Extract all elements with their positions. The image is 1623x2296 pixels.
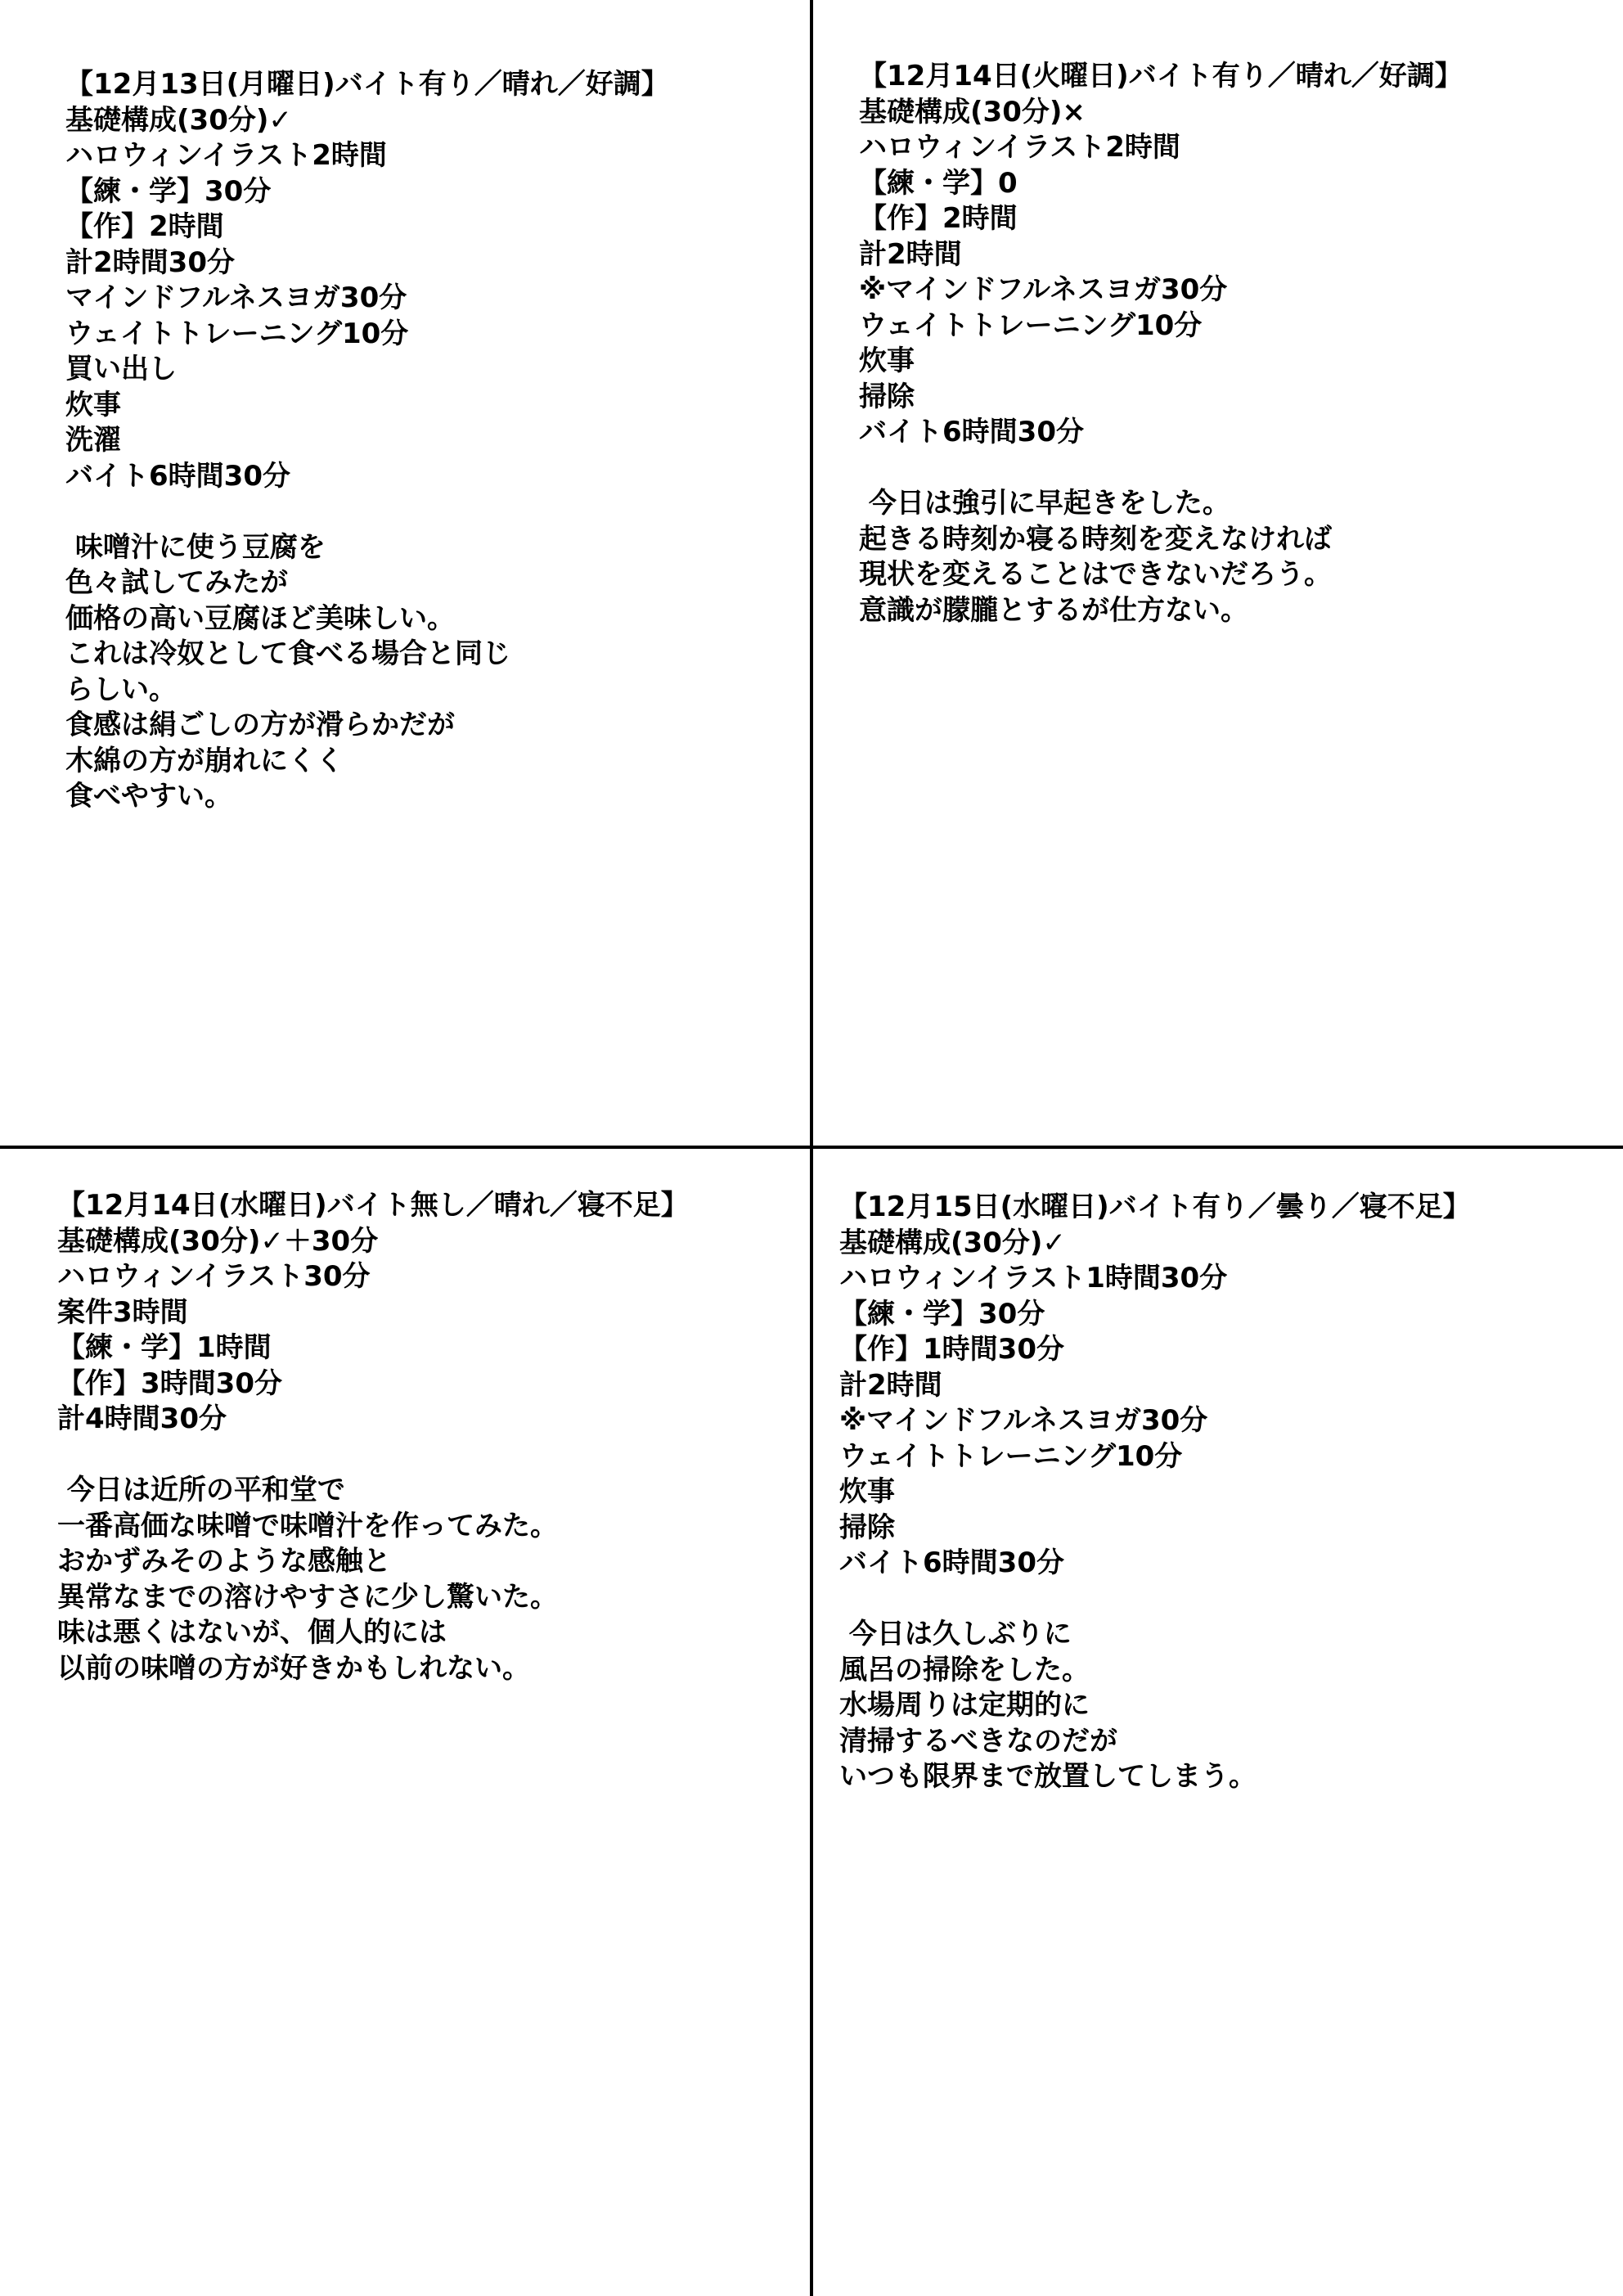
note-line: いつも限界まで放置してしまう。 (839, 1760, 1257, 1793)
log-line: 基礎構成(30分)✓ (65, 103, 292, 137)
log-line: 【作】3時間30分 (57, 1366, 282, 1400)
note-line: 水場周りは定期的に (839, 1689, 1090, 1722)
log-line: ハロウィンイラスト2時間 (859, 131, 1180, 164)
log-line: 炊事 (839, 1475, 895, 1508)
note-line: これは冷奴として食べる場合と同じ (65, 637, 510, 670)
panel-header: 【12月15日(水曜日)バイト有り／曇り／寝不足】 (839, 1191, 1471, 1223)
log-line: ウェイトトレーニング10分 (65, 317, 409, 350)
blank-line (65, 494, 802, 530)
note-line: らしい。 (65, 673, 177, 706)
note-line: おかずみそのような感触と (57, 1545, 391, 1578)
note-line: 意識が朦朧とするが仕方ない。 (859, 593, 1248, 627)
log-line: ハロウィンイラスト30分 (57, 1260, 371, 1293)
log-line: 【作】2時間 (65, 210, 224, 243)
log-line: 買い出し (65, 353, 177, 385)
note-line: 味噌汁に使う豆腐を (65, 530, 326, 564)
note-line: 以前の味噌の方が好きかもしれない。 (57, 1651, 530, 1685)
note-line: 食感は絹ごしの方が滑らかだが (65, 709, 455, 741)
log-line: 計2時間 (859, 237, 962, 271)
log-line: 基礎構成(30分)× (859, 95, 1086, 128)
note-line: 風呂の掃除をした。 (839, 1653, 1090, 1686)
log-line: ハロウィンイラスト1時間30分 (839, 1262, 1228, 1294)
panel-header: 【12月14日(火曜日)バイト有り／晴れ／好調】 (859, 60, 1463, 92)
log-line: マインドフルネスヨガ30分 (65, 281, 407, 314)
log-line: 案件3時間 (57, 1295, 188, 1329)
log-line: 【作】1時間30分 (839, 1333, 1064, 1366)
note-line: 味は悪くはないが、個人的には (57, 1616, 447, 1649)
log-line: ※マインドフルネスヨガ30分 (839, 1404, 1208, 1437)
log-line: バイト6時間30分 (839, 1546, 1064, 1579)
log-line: 【練・学】0 (859, 166, 1018, 200)
note-line: 今日は強引に早起きをした。 (859, 487, 1230, 520)
log-line: バイト6時間30分 (65, 459, 290, 493)
log-line: 計2時間 (839, 1368, 942, 1402)
log-line: 洗濯 (65, 424, 121, 457)
note-line: 今日は近所の平和堂で (57, 1474, 345, 1506)
log-line: ハロウィンイラスト2時間 (65, 139, 387, 172)
log-line: 計2時間30分 (65, 245, 235, 279)
note-line: 現状を変えることはできないだろう。 (859, 558, 1332, 591)
log-line: ウェイトトレーニング10分 (859, 308, 1203, 342)
blank-line (839, 1582, 1576, 1618)
blank-line (57, 1438, 794, 1474)
log-line: バイト6時間30分 (859, 416, 1084, 448)
diary-panel-dec15 (839, 1190, 1576, 1795)
log-line: 基礎構成(30分)✓ (839, 1226, 1066, 1259)
log-line: 掃除 (839, 1510, 895, 1544)
log-line: 【作】2時間 (859, 202, 1018, 235)
note-line: 今日は久しぶりに (839, 1618, 1072, 1650)
note-line: 起きる時刻か寝る時刻を変えなければ (859, 522, 1332, 556)
log-line: 【練・学】30分 (65, 174, 272, 208)
log-line: 計4時間30分 (57, 1402, 227, 1435)
horizontal-divider (0, 1146, 1623, 1149)
panel-header: 【12月14日(水曜日)バイト無し／晴れ／寝不足】 (57, 1189, 689, 1222)
blank-line (859, 451, 1595, 487)
log-line: 基礎構成(30分)✓＋30分 (57, 1224, 379, 1258)
log-line: ※マインドフルネスヨガ30分 (859, 273, 1228, 306)
log-line: 【練・学】30分 (839, 1297, 1045, 1330)
note-line: 価格の高い豆腐ほど美味しい。 (65, 601, 455, 635)
note-line: 木綿の方が崩れにくく (65, 744, 344, 777)
log-line: 炊事 (859, 344, 915, 377)
log-line: 【練・学】1時間 (57, 1331, 272, 1364)
note-line: 食べやすい。 (65, 780, 232, 813)
note-line: 清掃するべきなのだが (839, 1724, 1117, 1758)
diary-panel-dec14-wed (57, 1188, 794, 1686)
diary-panel-dec14-tue (859, 59, 1595, 628)
log-line: 炊事 (65, 388, 121, 421)
note-line: 異常なまでの溶けやすさに少し驚いた。 (57, 1580, 558, 1614)
diary-panel-dec13 (65, 67, 802, 815)
log-line: ウェイトトレーニング10分 (839, 1439, 1183, 1473)
note-line: 色々試してみたが (65, 566, 288, 599)
panel-header: 【12月13日(月曜日)バイト有り／晴れ／好調】 (65, 68, 669, 101)
log-line: 掃除 (859, 380, 915, 413)
note-line: 一番高価な味噌で味噌汁を作ってみた。 (57, 1509, 558, 1542)
